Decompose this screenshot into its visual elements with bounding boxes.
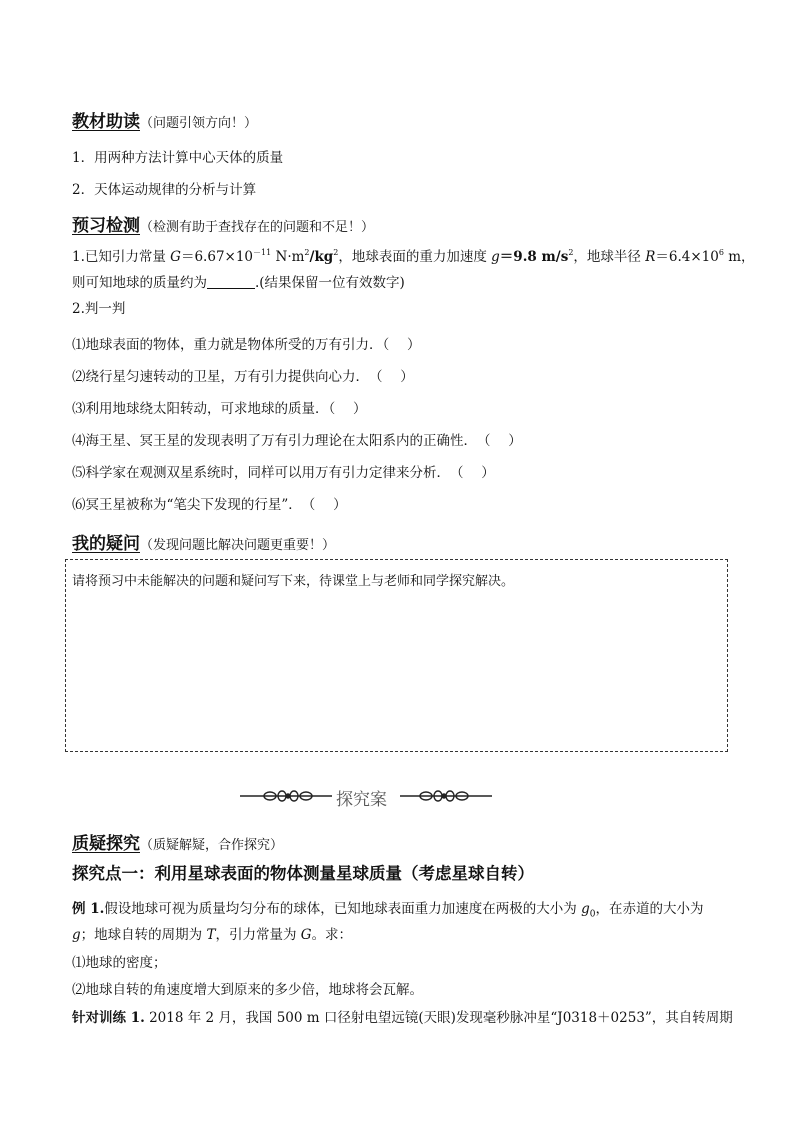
guide-note: （问题引领方向！） [140,116,258,131]
guide-item-2: 2．天体运动规律的分析与计算 [72,182,257,198]
judge-item-6: ⑹冥王星被称为“笔尖下发现的行星”． （ ） [72,497,347,513]
guide-heading [72,107,257,132]
judge-item-1: ⑴地球表面的物体，重力就是物体所受的万有引力．（ ） [72,337,421,353]
training-1: 针对训练 1. 2018 年 2 月，我国 500 m 口径射电望远镜(天眼)发现毫秒脉冲星“J0318＋0253”，其自转周期 [72,1010,733,1026]
example-1-q2: ⑵地球自转的角速度增大到原来的多少倍，地球将会瓦解。 [72,982,423,998]
doubts-box-text: 请将预习中未能解决的问题和疑问写下来，待课堂上与老师和同学探究解决。 [72,574,515,589]
guide-item-1: 1．用两种方法计算中心天体的质量 [72,150,284,166]
preview-q1-line1: 1.已知引力常量 $G=6.67\times 10^{-11}$ $N\cdot m^2/kg^2$，地球表面的重力加速度 g＝9.8 $m/s^2$，地球半径 $R=6.4\times 10^6$ m， [72,248,755,265]
preview-heading [72,211,374,236]
judge-item-3: ⑶利用地球绕太阳转动，可求地球的质量．（ ） [72,401,367,417]
example-1-line1: 例 1.假设地球可视为质量均匀分布的球体，已知地球表面重力加速度在两极的大小为 $g_0$，在赤道的大小为 [72,901,704,920]
judge-item-4: ⑷海王星、冥王星的发现表明了万有引力理论在太阳系内的正确性． （ ） [72,433,522,449]
doubts-title: 我的疑问 [72,534,140,554]
doubts-box[interactable] [65,559,728,752]
answer-blank[interactable] [207,276,255,289]
preview-q1-line2: 则可知地球的质量约为 .(结果保留一位有效数字) [72,275,405,291]
example-1-line2: g；地球自转的周期为 T，引力常量为 G。求： [72,927,353,943]
judge-item-2: ⑵绕行星匀速转动的卫星，万有引力提供向心力． （ ） [72,369,414,385]
doubts-note: （发现问题比解决问题更重要！） [140,538,336,553]
judge-item-5: ⑸科学家在观测双星系统时，同样可以用万有引力定律来分析． （ ） [72,465,495,481]
doubts-heading [72,529,335,554]
divider-label: 探究案 [336,790,387,810]
inquiry-title: 质疑探究 [72,834,140,854]
inquiry-point-1: 探究点一：利用星球表面的物体测量星球质量（考虑星球自转） [72,864,534,883]
section-divider [240,783,492,809]
example-1-q1: ⑴地球的密度； [72,955,167,971]
preview-q2: 2.判一判 [72,301,126,317]
inquiry-heading [72,829,283,854]
preview-title: 预习检测 [72,216,140,236]
preview-note: （检测有助于查找存在的问题和不足！） [140,220,375,235]
guide-title: 教材助读 [72,112,140,132]
inquiry-note: （质疑解疑，合作探究） [140,838,284,853]
